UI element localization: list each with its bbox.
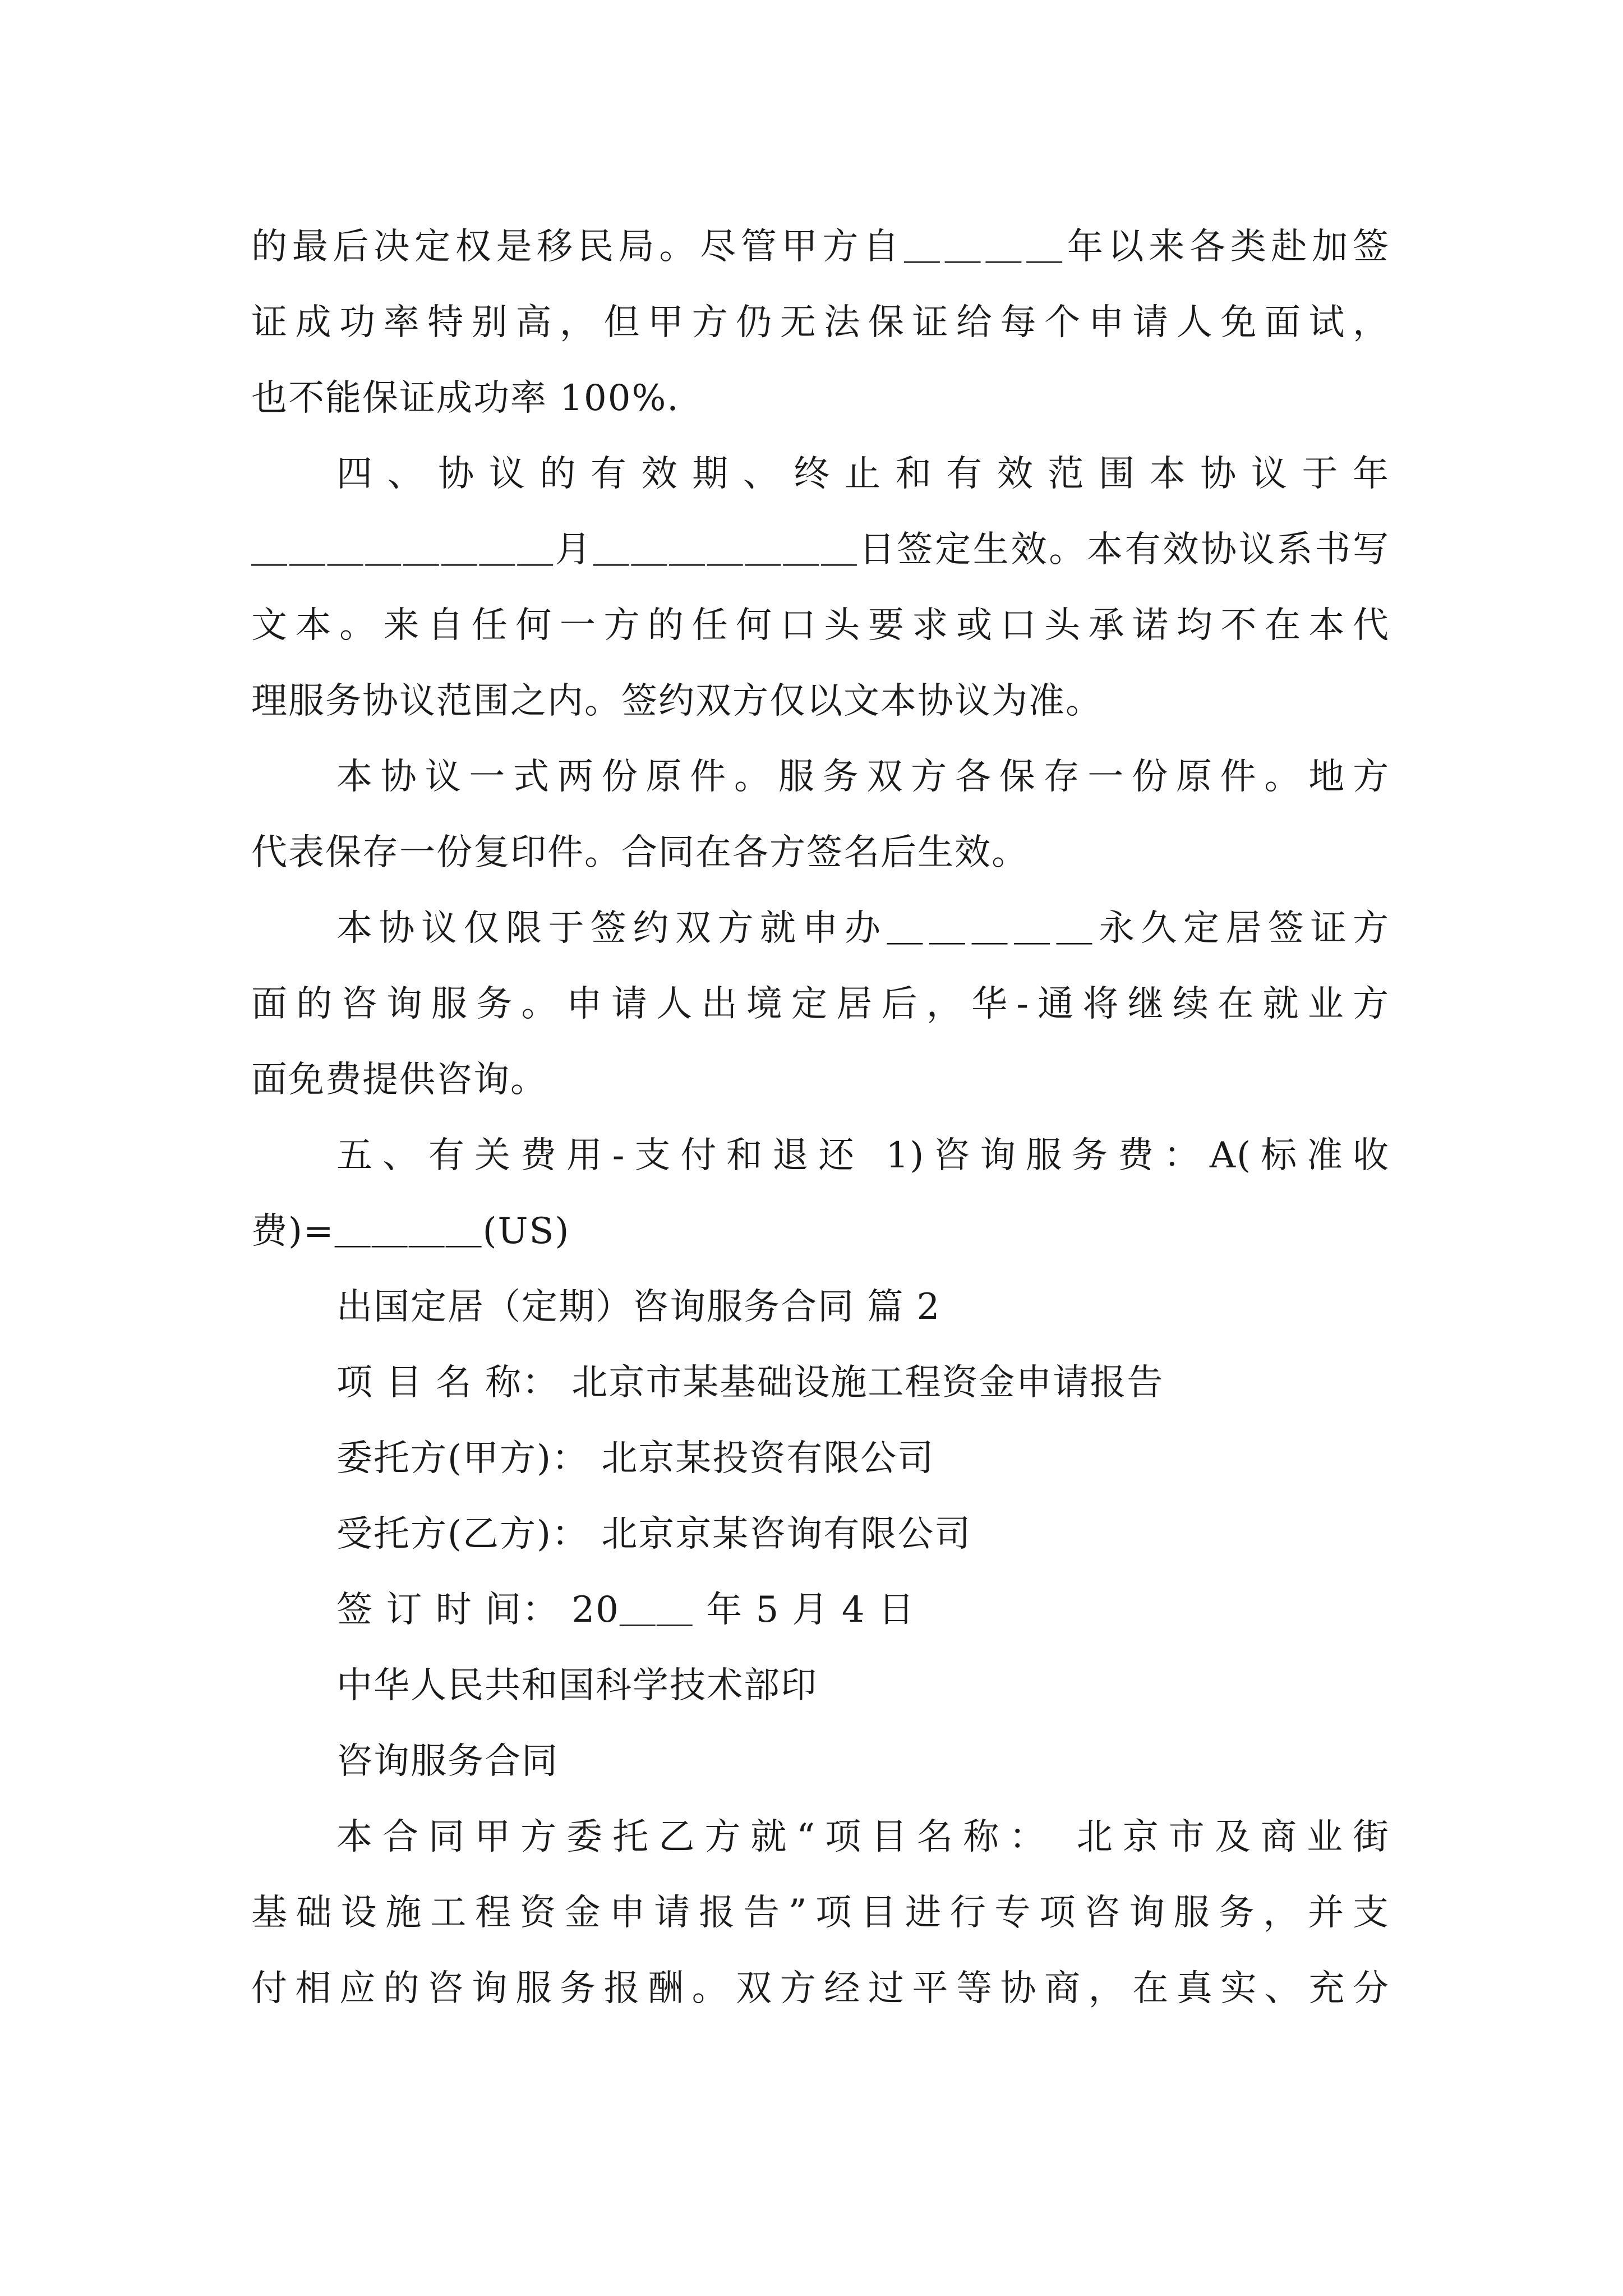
text-line: 面的咨询服务。申请人出境定居后，华-通将继续在就业方	[251, 983, 1390, 1025]
text-line: 文本。来自任何一方的任何口头要求或口头承诺均不在本代	[251, 605, 1390, 646]
contract-title: 咨询服务合同	[336, 1741, 559, 1782]
document-title: 出国定居（定期）咨询服务合同 篇 2	[336, 1286, 941, 1328]
text-line: 费)=＿＿＿＿(US)	[251, 1211, 570, 1252]
text-line: 的最后决定权是移民局。尽管甲方自＿＿＿＿年以来各类赴加签	[251, 226, 1390, 268]
project-name-line: 项 目 名 称： 北京市某基础设施工程资金申请报告	[336, 1362, 1164, 1404]
text-line: 理服务协议范围之内。签约双方仅以文本协议为准。	[251, 680, 1103, 722]
text-line: 本协议一式两份原件。服务双方各保存一份原件。地方	[336, 756, 1390, 798]
client-line: 委托方(甲方)： 北京某投资有限公司	[336, 1438, 935, 1479]
text-line: 基础设施工程资金申请报告”项目进行专项咨询服务，并支	[251, 1892, 1390, 1934]
text-line: 证成功率特别高，但甲方仍无法保证给每个申请人免面试，	[251, 302, 1390, 343]
section-heading-5: 五、有关费用-支付和退还 1)咨询服务费：A(标准收	[336, 1135, 1390, 1176]
signing-date-line: 签 订 时 间： 20＿＿ 年 5 月 4 日	[336, 1589, 915, 1631]
text-line: 本协议仅限于签约双方就申办＿＿＿＿＿永久定居签证方	[336, 908, 1390, 949]
text-line: 也不能保证成功率 100%.	[251, 378, 680, 419]
contractor-line: 受托方(乙方)： 北京京某咨询有限公司	[336, 1513, 972, 1555]
text-line: 付相应的咨询服务报酬。双方经过平等协商，在真实、充分	[251, 1968, 1390, 2009]
text-line: 本合同甲方委托乙方就“项目名称： 北京市及商业街	[336, 1816, 1390, 1858]
text-line: ＿＿＿＿＿＿＿＿月＿＿＿＿＿＿＿日签定生效。本有效协议系书写	[251, 529, 1390, 570]
text-line: 代表保存一份复印件。合同在各方签名后生效。	[251, 832, 1029, 873]
text-line: 面免费提供咨询。	[251, 1059, 547, 1101]
issuer-line: 中华人民共和国科学技术部印	[336, 1665, 818, 1706]
section-heading-4: 四、协议的有效期、终止和有效范围本协议于年	[336, 453, 1390, 495]
